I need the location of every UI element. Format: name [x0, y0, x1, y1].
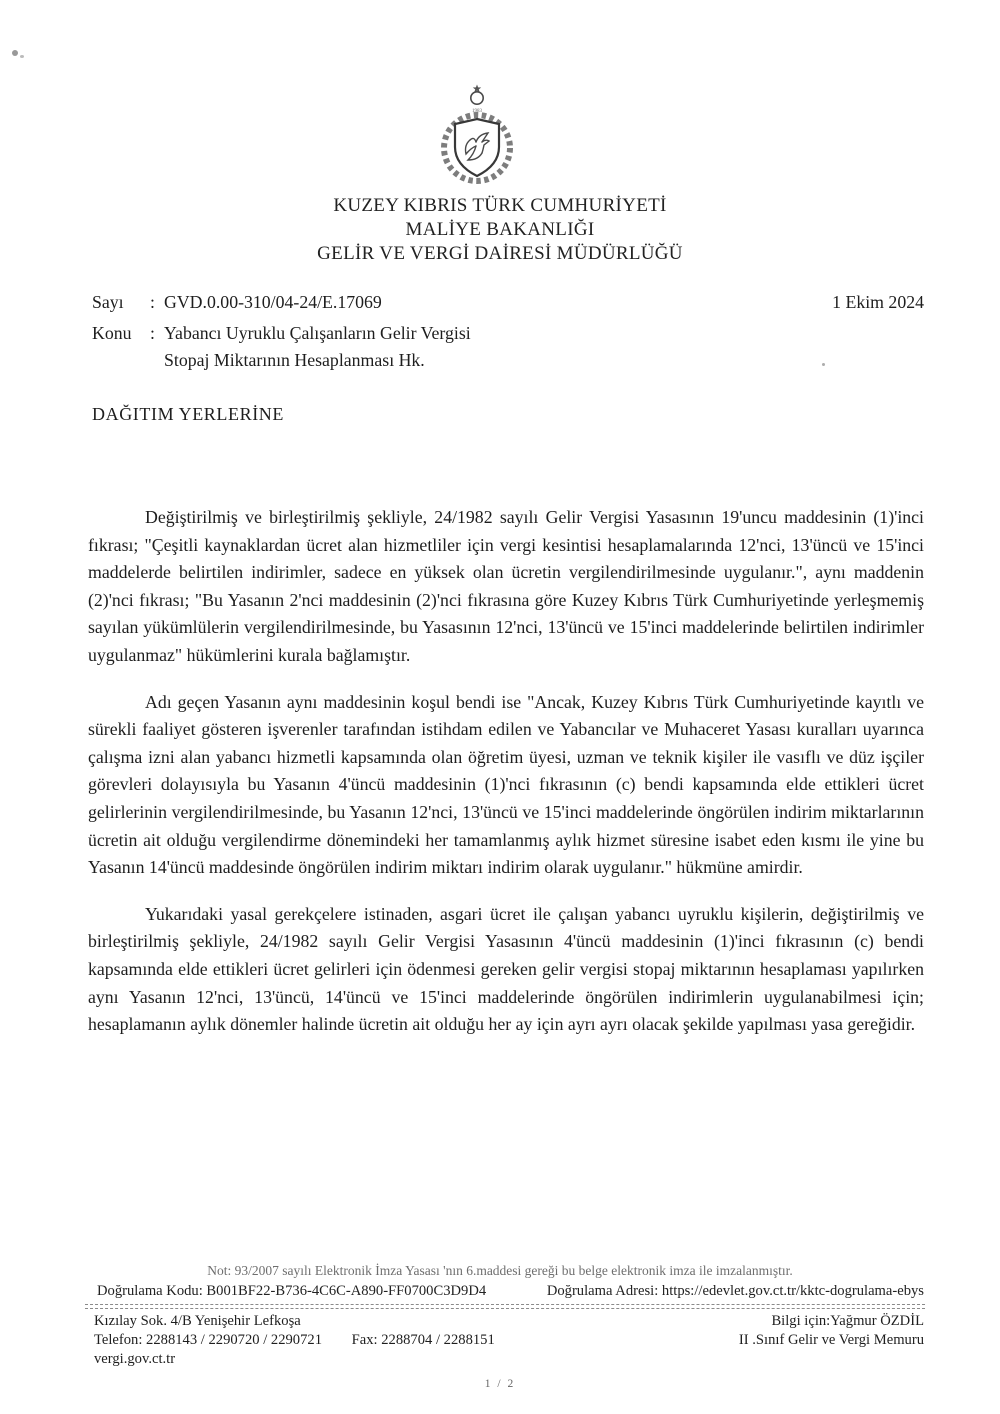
letterhead [0, 194, 1000, 266]
shield [455, 119, 499, 176]
office-address: Kızılay Sok. 4/B Yenişehir Lefkoşa [94, 1313, 301, 1329]
konu-line1: Yabancı Uyruklu Çalışanların Gelir Vergisi [164, 323, 471, 343]
verification-code: Doğrulama Kodu: B001BF22-B736-4C6C-A890-FF0700C3D9D4 [97, 1283, 487, 1299]
konu-row [92, 320, 924, 374]
sayi-colon: : [150, 292, 155, 312]
konu-label: Konu [92, 323, 132, 343]
recipient-line: DAĞITIM YERLERİNE [92, 404, 285, 424]
paragraph-2: Adı geçen Yasanın aynı maddesinin koşul bendi ise "Ancak, Kuzey Kıbrıs Türk Cumhuriyetinde kayıtlı ve sürekli faaliyet gösteren işverenler tarafından istihdam edilen ve Yabancılar ve Muhaceret Yasası kuralları uyarınca çalışma izni alan yabancı hizmetli kapsamında olan öğretim üyesi, uzman ve teknik kişiler ile vasıflı ve düz işçiler görevleri dolayısıyla bu Yasanın 4'üncü maddesinin (1)'nci fıkrasının (c) bendi kapsamında elde ettikleri ücret gelirlerinin vergilendirilmesinde, bu Yasanın 12'nci, 13'üncü ve 15'inci maddelerinde öngörülen indirim miktarlarının ücretin ait olduğu vergilendirme dönemindeki her tamamlanmış aylık hizmet süresine isabet eden kısmı ile yine bu Yasanın 14'üncü maddesinde öngörülen indirim miktarı indirim olarak uygulanır." hükmüne amirdir. [88, 691, 924, 878]
footer-divider [85, 1304, 925, 1309]
office-phone-fax [94, 1331, 495, 1350]
konu-colon: : [150, 323, 155, 343]
letterhead-department: GELİR VE VERGİ DAİRESİ MÜDÜRLÜĞÜ [317, 243, 683, 264]
verification-row [97, 1283, 924, 1300]
contact-person: Bilgi için:Yağmur ÖZDİL [771, 1313, 924, 1329]
office-website: vergi.gov.ct.tr [94, 1351, 176, 1367]
letter-date: 1 Ekim 2024 [832, 292, 924, 312]
paragraph-1: Değiştirilmiş ve birleştirilmiş şekliyle, 24/1982 sayılı Gelir Vergisi Yasasının 19'uncu maddesinin (1)'inci fıkrası; "Çeşitli kaynaklardan ücret alan hizmetliler için vergi kesintisi hesaplamalarında 12'nci, 13'üncü ve 15'inci maddelerde belirtilen indirimler, sadece en yüksek olan ücretin vergilendirilmesinde uygulanır.", aynı maddenin (2)'nci fıkrası; "Bu Yasanın 2'nci maddesinin (2)'nci fıkrasına göre Kuzey Kıbrıs Türk Cumhuriyetinde yerleşmemiş sayılan yükümlülerin vergilendirilmesinde, bu Yasasının 12'nci, 13'üncü ve 15'inci maddelerinde belirtilen indirimler uygulanmaz" hükümlerini kurala bağlamıştır. [88, 507, 924, 665]
konu-line2: Stopaj Miktarının Hesaplanması Hk. [164, 350, 425, 370]
footer-info [94, 1312, 924, 1369]
paragraph-3: Yukarıdaki yasal gerekçelere istinaden, asgari ücret ile çalışan yabancı uyruklu kişilerin, değiştirilmiş ve birleştirilmiş şekliyle, 24/1982 sayılı Gelir Vergisi Yasasının 4'üncü maddesinin (1)'inci fıkrasının (c) bendi kapsamında elde ettikleri ücret gelirleri için ödenmesi gereken gelir vergisi stopaj miktarının hesaplaması yapılırken aynı Yasanın 12'nci, 13'üncü, 14'üncü ve 15'inci maddelerinde öngörülen indirimlerin uygulanabilmesi için; hesaplamanın aylık dönemler halinde ücretin ait olduğu her ay için ayrı ayrı olacak şekilde yapılması yasa gereğidir. [88, 903, 924, 1035]
verification-address: Doğrulama Adresi: https://edevlet.gov.ct.tr/kktc-dogrulama-ebys [546, 1283, 924, 1299]
emblem-year: 1983 [472, 109, 482, 114]
sayi-row [92, 289, 924, 316]
office-fax: Fax: 2288704 / 2288151 [351, 1332, 495, 1348]
scan-speck [12, 50, 18, 56]
konu-value [164, 320, 471, 374]
letter-meta [92, 289, 924, 374]
contact-title: II .Sınıf Gelir ve Vergi Memuru [738, 1332, 924, 1348]
page-number: 1 / 2 [484, 1378, 516, 1390]
letter-body [88, 504, 924, 1058]
kktc-coat-of-arms-icon [431, 84, 523, 196]
crescent-icon [471, 92, 483, 104]
office-phone: Telefon: 2288143 / 2290720 / 2290721 [94, 1332, 322, 1348]
esignature-note: Not: 93/2007 sayılı Elektronik İmza Yasası 'nın 6.maddesi gereği bu belge elektronik imza ile imzalanmıştır. [207, 1263, 793, 1278]
letterhead-country: KUZEY KIBRIS TÜRK CUMHURİYETİ [333, 195, 667, 216]
officer-block [739, 1312, 924, 1369]
letterhead-ministry: MALİYE BAKANLIĞI [405, 219, 595, 240]
scan-speck [20, 55, 24, 58]
office-contact-block [94, 1312, 495, 1369]
sayi-value: GVD.0.00-310/04-24/E.17069 [164, 292, 382, 312]
sayi-label: Sayı [92, 292, 124, 312]
